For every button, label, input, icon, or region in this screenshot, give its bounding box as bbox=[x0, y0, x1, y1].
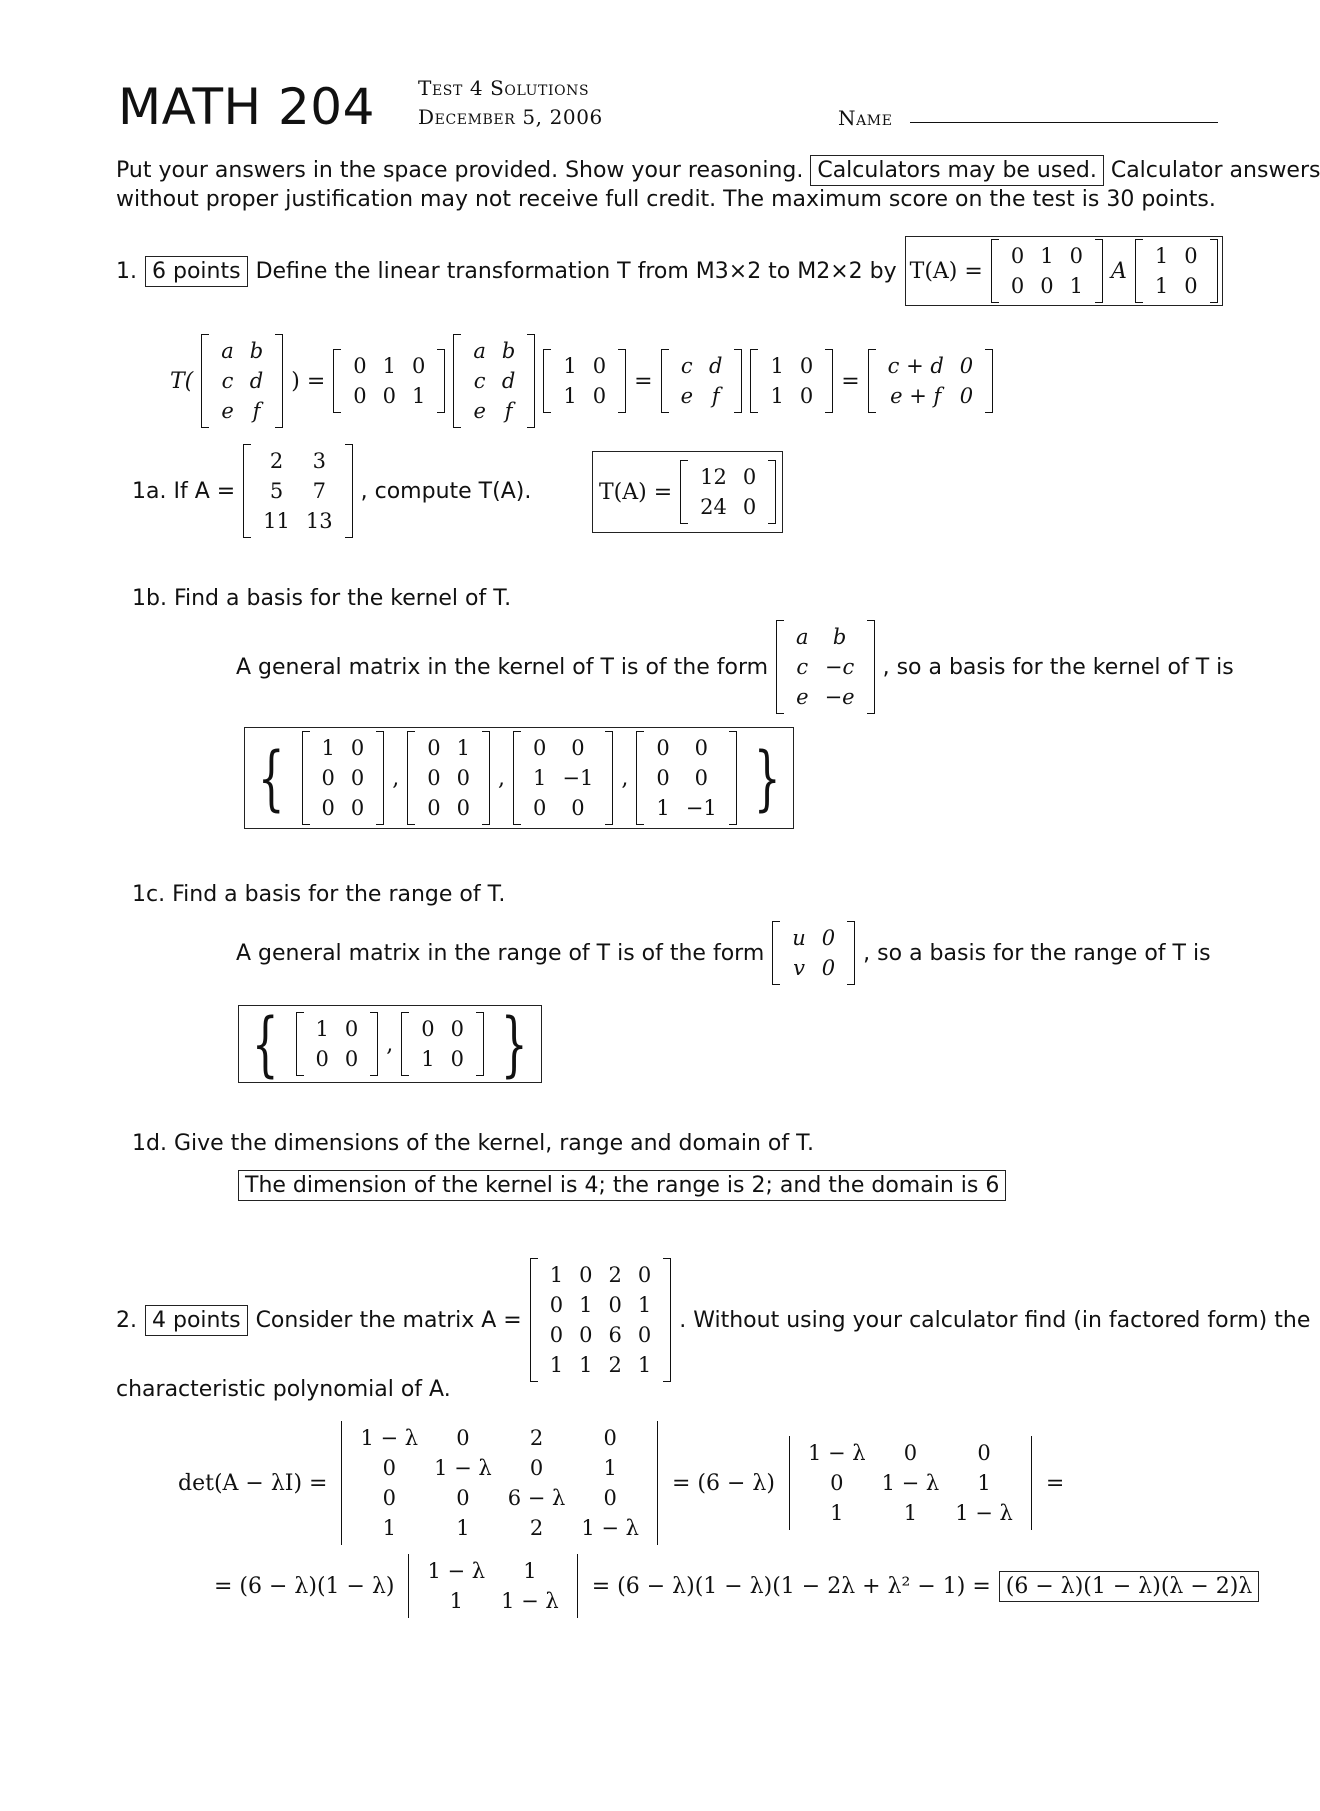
determinant bbox=[335, 1421, 664, 1545]
matrix-cell: c bbox=[221, 369, 234, 393]
matrix-entries bbox=[413, 1014, 472, 1074]
bracket-right bbox=[618, 349, 626, 413]
matrix-cell: 1 bbox=[382, 354, 397, 378]
bracket-right bbox=[729, 731, 737, 825]
matrix-entries bbox=[345, 351, 433, 411]
q1-points: 6 points bbox=[145, 256, 248, 287]
equals-sign: = bbox=[634, 368, 653, 394]
matrix-cell: 1 bbox=[1040, 244, 1054, 268]
bracket-right bbox=[605, 731, 613, 825]
matrix-cell: 1 − λ bbox=[581, 1516, 639, 1540]
matrix-cell: 11 bbox=[263, 509, 290, 533]
matrix-cell: 1 bbox=[977, 1471, 991, 1495]
matrix-cell: 1 bbox=[456, 1516, 470, 1540]
matrix-cell: 1 − λ bbox=[501, 1589, 559, 1613]
instructions-text-a: Put your answers in the space provided. Show your reasoning. bbox=[116, 158, 804, 183]
q1d-answer: The dimension of the kernel is 4; the range is 2; and the domain is 6 bbox=[238, 1170, 1006, 1201]
matrix-cell: e bbox=[221, 399, 234, 423]
det-bar-right bbox=[577, 1554, 578, 1618]
comma-separator: , bbox=[392, 765, 400, 791]
det-bar-left bbox=[408, 1554, 409, 1618]
matrix-cell: 0 bbox=[427, 736, 441, 760]
matrix-entries bbox=[213, 336, 271, 426]
matrix bbox=[661, 349, 743, 413]
matrix bbox=[772, 921, 855, 985]
matrix-cell: d bbox=[709, 354, 723, 378]
matrix-entries bbox=[419, 733, 478, 823]
bracket-right bbox=[1210, 239, 1218, 303]
matrix-entries bbox=[880, 351, 982, 411]
matrix-entries bbox=[784, 923, 843, 983]
matrix-entries bbox=[648, 733, 724, 823]
calculator-box: Calculators may be used. bbox=[810, 155, 1104, 186]
bracket-left bbox=[302, 731, 310, 825]
matrix-cell: 0 bbox=[959, 354, 974, 378]
matrix-cell: 1 − λ bbox=[881, 1471, 940, 1495]
name-line[interactable] bbox=[910, 122, 1218, 123]
bracket-right bbox=[825, 349, 833, 413]
bracket-left bbox=[513, 731, 521, 825]
matrix-cell: 0 bbox=[382, 384, 397, 408]
matrix bbox=[543, 349, 626, 413]
matrix-cell: 2 bbox=[608, 1263, 622, 1287]
comma-separator: , bbox=[498, 765, 506, 791]
matrix-cell: a bbox=[796, 625, 809, 649]
bracket-left bbox=[401, 1012, 409, 1076]
matrix-cell: 0 bbox=[1010, 244, 1025, 268]
matrix-cell: 1 bbox=[770, 384, 784, 408]
matrix bbox=[680, 460, 776, 524]
bracket-left bbox=[991, 239, 999, 303]
bracket-left bbox=[333, 349, 341, 413]
q1c-label: 1c. Find a basis for the range of T. bbox=[132, 882, 506, 907]
matrix-cell: 0 bbox=[533, 796, 547, 820]
matrix-entries bbox=[555, 351, 614, 411]
matrix-cell: u bbox=[792, 926, 806, 950]
q1c-basis-box bbox=[238, 1005, 542, 1083]
matrix-cell: f bbox=[252, 399, 261, 423]
q1-def-lhs: T(A) = bbox=[909, 258, 983, 284]
bracket-right bbox=[476, 1012, 484, 1076]
matrix-entries bbox=[1003, 241, 1091, 301]
matrix-cell: 5 bbox=[269, 479, 284, 503]
matrix-cell: e + f bbox=[890, 384, 942, 408]
matrix bbox=[1135, 239, 1218, 303]
bracket-left bbox=[661, 349, 669, 413]
matrix-cell: 0 bbox=[353, 384, 367, 408]
instructions-text-b: Calculator answers bbox=[1110, 158, 1320, 183]
determinant bbox=[402, 1554, 583, 1618]
matrix-cell: 0 bbox=[344, 1017, 359, 1041]
matrix-cell: 0 bbox=[592, 354, 607, 378]
bracket-right bbox=[437, 349, 445, 413]
matrix-cell: 1 bbox=[412, 384, 426, 408]
bracket-right bbox=[768, 460, 776, 524]
det-bar-left bbox=[789, 1436, 790, 1530]
matrix-cell: 0 bbox=[1184, 244, 1198, 268]
matrix-cell: 0 bbox=[529, 1456, 544, 1480]
matrix-cell: 1 bbox=[603, 1456, 617, 1480]
matrix bbox=[991, 239, 1103, 303]
name-label: Name bbox=[838, 106, 893, 130]
matrix-cell: 0 bbox=[821, 926, 836, 950]
q2-det-line bbox=[178, 1418, 1064, 1548]
equals-sign: = bbox=[841, 368, 860, 394]
matrix-cell: 0 bbox=[637, 1263, 652, 1287]
matrix-cell: 1 bbox=[770, 354, 784, 378]
bracket-right bbox=[847, 921, 855, 985]
matrix-cell: 0 bbox=[903, 1441, 918, 1465]
q1-expand-lhs: T( bbox=[170, 368, 194, 394]
matrix-cell: 1 bbox=[449, 1589, 463, 1613]
q1a-label: 1a. If A = bbox=[132, 478, 236, 504]
brace-left: { bbox=[251, 1003, 279, 1085]
q2-prompt: Consider the matrix A = bbox=[255, 1307, 522, 1333]
q1c-text-a: A general matrix in the range of T is of the form bbox=[236, 940, 765, 966]
matrix-cell: c + d bbox=[887, 354, 944, 378]
q1-definition bbox=[905, 236, 1223, 306]
bracket-left bbox=[201, 334, 209, 428]
matrix-cell: 1 − λ bbox=[427, 1559, 486, 1583]
matrix-cell: 0 bbox=[571, 796, 585, 820]
matrix-cell: 1 bbox=[830, 1501, 844, 1525]
bracket-left bbox=[243, 444, 251, 538]
matrix-cell: 2 bbox=[529, 1426, 544, 1450]
test-date: December 5, 2006 bbox=[418, 105, 603, 129]
matrix-cell: b bbox=[501, 339, 516, 363]
matrix-cell: d bbox=[501, 369, 516, 393]
matrix-cell: 0 bbox=[608, 1293, 622, 1317]
matrix-entries bbox=[419, 1556, 566, 1616]
matrix-cell: 0 bbox=[592, 384, 607, 408]
matrix-cell: 7 bbox=[312, 479, 326, 503]
q1b-label: 1b. Find a basis for the kernel of T. bbox=[132, 586, 512, 611]
matrix-cell: 1 bbox=[382, 1516, 396, 1540]
matrix-entries bbox=[673, 351, 731, 411]
matrix-cell: 0 bbox=[694, 736, 708, 760]
matrix-cell: 0 bbox=[603, 1426, 617, 1450]
bracket-left bbox=[868, 349, 876, 413]
bracket-right bbox=[867, 620, 875, 714]
matrix-entries bbox=[314, 733, 373, 823]
matrix-cell: 0 bbox=[549, 1323, 564, 1347]
matrix-cell: 0 bbox=[456, 796, 471, 820]
matrix bbox=[333, 349, 445, 413]
bracket-right bbox=[1095, 239, 1103, 303]
bracket-left bbox=[750, 349, 758, 413]
q1b-basis-box bbox=[244, 727, 794, 829]
matrix bbox=[750, 349, 833, 413]
matrix-cell: v bbox=[793, 956, 805, 980]
matrix-cell: 0 bbox=[533, 736, 547, 760]
matrix-cell: 0 bbox=[450, 1047, 465, 1071]
matrix-cell: 1 bbox=[1069, 274, 1083, 298]
q1b-general bbox=[236, 620, 1234, 714]
matrix bbox=[868, 349, 994, 413]
matrix-cell: 6 bbox=[608, 1323, 622, 1347]
matrix-cell: 1 bbox=[579, 1353, 593, 1377]
matrix-cell: 1 − λ bbox=[360, 1426, 419, 1450]
q2-line3-lhs: = (6 − λ)(1 − λ) bbox=[214, 1573, 395, 1599]
basis-matrix bbox=[401, 1012, 484, 1076]
matrix-cell: 1 bbox=[549, 1263, 564, 1287]
bracket-left bbox=[543, 349, 551, 413]
matrix-cell: 0 bbox=[742, 465, 757, 489]
matrix-cell: 0 bbox=[456, 1426, 470, 1450]
matrix-entries bbox=[542, 1260, 660, 1380]
q1-number: 1. bbox=[116, 258, 137, 284]
matrix-cell: 0 bbox=[579, 1263, 593, 1287]
bracket-right bbox=[376, 731, 384, 825]
q1d-label: 1d. Give the dimensions of the kernel, range and domain of T. bbox=[132, 1131, 814, 1156]
matrix-cell: 0 bbox=[321, 796, 335, 820]
bracket-left bbox=[296, 1012, 304, 1076]
matrix-cell: 0 bbox=[579, 1323, 593, 1347]
matrix-cell: 1 bbox=[637, 1293, 652, 1317]
matrix-cell: 0 bbox=[799, 384, 814, 408]
matrix-cell: e bbox=[680, 384, 693, 408]
q1b-text-a: A general matrix in the kernel of T is of the form bbox=[236, 654, 769, 680]
matrix-cell: c bbox=[473, 369, 486, 393]
matrix-entries bbox=[255, 446, 340, 536]
matrix-cell: 2 bbox=[608, 1353, 622, 1377]
matrix-cell: e bbox=[473, 399, 486, 423]
matrix-cell: 1 − λ bbox=[955, 1501, 1013, 1525]
matrix-entries bbox=[1147, 241, 1206, 301]
matrix-cell: a bbox=[221, 339, 234, 363]
q1a-answer-lhs: T(A) = bbox=[599, 479, 673, 505]
brace-right: } bbox=[500, 1003, 528, 1085]
matrix-cell: 1 bbox=[563, 384, 577, 408]
matrix-cell: 1 bbox=[1154, 244, 1169, 268]
matrix-cell: f bbox=[711, 384, 720, 408]
bracket-right bbox=[345, 444, 353, 538]
matrix-cell: 0 bbox=[1069, 244, 1083, 268]
basis-matrix bbox=[513, 731, 613, 825]
bracket-right bbox=[734, 349, 742, 413]
basis-matrix bbox=[296, 1012, 379, 1076]
basis-matrix bbox=[302, 731, 385, 825]
matrix-cell: 0 bbox=[656, 766, 670, 790]
bracket-left bbox=[772, 921, 780, 985]
matrix-cell: 0 bbox=[603, 1486, 617, 1510]
matrix-entries bbox=[525, 733, 601, 823]
q1a-answer-box bbox=[592, 451, 783, 533]
matrix-cell: 1 bbox=[523, 1559, 537, 1583]
matrix-cell: f bbox=[504, 399, 513, 423]
matrix-cell: 0 bbox=[350, 766, 365, 790]
bracket-left bbox=[776, 620, 784, 714]
bracket-left bbox=[407, 731, 415, 825]
matrix-cell: 13 bbox=[305, 509, 333, 533]
bracket-right bbox=[275, 334, 283, 428]
matrix-cell: 1 bbox=[321, 736, 335, 760]
q2-eq-factor: = (6 − λ) bbox=[671, 1470, 775, 1496]
q1-def-mid: A bbox=[1110, 258, 1127, 284]
matrix-cell: 1 bbox=[421, 1047, 435, 1071]
bracket-left bbox=[453, 334, 461, 428]
matrix-entries bbox=[465, 336, 523, 426]
matrix bbox=[201, 334, 283, 428]
matrix bbox=[243, 444, 352, 538]
matrix-cell: 0 bbox=[353, 354, 367, 378]
matrix-cell: b bbox=[832, 625, 847, 649]
matrix-cell: 0 bbox=[830, 1471, 844, 1495]
test-title: Test 4 Solutions bbox=[418, 76, 590, 100]
matrix-cell: 0 bbox=[656, 736, 670, 760]
comma-separator: , bbox=[621, 765, 629, 791]
q2-after: . Without using your calculator find (in factored form) the bbox=[679, 1307, 1311, 1333]
q1-expansion bbox=[170, 335, 993, 427]
basis-matrix bbox=[636, 731, 736, 825]
matrix-cell: 0 bbox=[1184, 274, 1198, 298]
instructions-line1 bbox=[116, 158, 1320, 183]
matrix-cell: 0 bbox=[456, 1486, 470, 1510]
bracket-left bbox=[636, 731, 644, 825]
matrix-cell: 0 bbox=[421, 1017, 435, 1041]
instructions-line2: without proper justification may not receive full credit. The maximum score on the test is 30 points. bbox=[116, 187, 1216, 212]
matrix-entries bbox=[692, 462, 764, 522]
matrix-cell: 1 − λ bbox=[434, 1456, 492, 1480]
matrix-entries bbox=[352, 1423, 647, 1543]
matrix-cell: 0 bbox=[742, 495, 757, 519]
determinant bbox=[783, 1436, 1038, 1530]
bracket-right bbox=[527, 334, 535, 428]
matrix-cell: a bbox=[473, 339, 486, 363]
matrix-cell: 0 bbox=[350, 736, 365, 760]
matrix-cell: 24 bbox=[700, 495, 727, 519]
brace-left: { bbox=[257, 737, 285, 819]
matrix-cell: 0 bbox=[637, 1323, 652, 1347]
matrix-cell: 0 bbox=[799, 354, 814, 378]
q2-final-answer: (6 − λ)(1 − λ)(λ − 2)λ bbox=[999, 1571, 1260, 1602]
matrix bbox=[776, 620, 875, 714]
q2-expanded: = (6 − λ)(1 − λ)(1 − 2λ + λ² − 1) = bbox=[591, 1573, 991, 1599]
bracket-left bbox=[530, 1258, 538, 1382]
course-title: MATH 204 bbox=[118, 78, 375, 136]
basis-matrix bbox=[407, 731, 490, 825]
matrix-cell: 0 bbox=[549, 1293, 564, 1317]
matrix-entries bbox=[762, 351, 821, 411]
matrix-entries bbox=[800, 1438, 1021, 1528]
matrix-cell: 0 bbox=[427, 766, 441, 790]
matrix bbox=[453, 334, 535, 428]
matrix-cell: 1 bbox=[549, 1353, 564, 1377]
matrix-cell: 0 bbox=[959, 384, 974, 408]
matrix-cell: 12 bbox=[700, 465, 727, 489]
matrix-cell: 1 bbox=[563, 354, 577, 378]
bracket-right bbox=[663, 1258, 671, 1382]
matrix-cell: 0 bbox=[427, 796, 441, 820]
matrix-cell: −c bbox=[824, 655, 855, 679]
q1a-after: , compute T(A). bbox=[360, 478, 532, 504]
bracket-right bbox=[370, 1012, 378, 1076]
matrix-cell: b bbox=[249, 339, 264, 363]
matrix-cell: 0 bbox=[1010, 274, 1025, 298]
q2-final-line bbox=[214, 1550, 1259, 1622]
matrix-cell: 0 bbox=[977, 1441, 991, 1465]
matrix-cell: d bbox=[249, 369, 264, 393]
matrix-entries bbox=[788, 622, 863, 712]
matrix-cell: 0 bbox=[321, 766, 335, 790]
bracket-left bbox=[1135, 239, 1143, 303]
q1c-text-b: , so a basis for the range of T is bbox=[863, 940, 1211, 966]
matrix-cell: −1 bbox=[685, 796, 717, 820]
matrix-cell: −e bbox=[824, 685, 855, 709]
matrix-cell: 1 − λ bbox=[807, 1441, 866, 1465]
det-bar-left bbox=[341, 1421, 342, 1545]
q1-expand-close: ) = bbox=[291, 368, 326, 394]
bracket-left bbox=[680, 460, 688, 524]
matrix-cell: e bbox=[796, 685, 809, 709]
q2-number: 2. bbox=[116, 1307, 137, 1333]
equals-sign: = bbox=[1045, 1470, 1065, 1496]
matrix-cell: 0 bbox=[571, 736, 585, 760]
matrix-cell: 3 bbox=[312, 449, 326, 473]
q1a bbox=[132, 443, 531, 539]
matrix-cell: 0 bbox=[694, 766, 708, 790]
matrix-cell: 0 bbox=[315, 1047, 329, 1071]
q2-line2: characteristic polynomial of A. bbox=[116, 1377, 451, 1402]
q2-heading bbox=[116, 1255, 1310, 1385]
matrix-cell: 0 bbox=[821, 956, 836, 980]
q2-det-lhs: det(A − λI) = bbox=[178, 1470, 328, 1496]
q2-points: 4 points bbox=[145, 1305, 248, 1336]
bracket-right bbox=[985, 349, 993, 413]
matrix-entries bbox=[308, 1014, 367, 1074]
matrix-cell: 1 bbox=[637, 1353, 652, 1377]
matrix-cell: 0 bbox=[382, 1486, 396, 1510]
matrix-cell: 0 bbox=[450, 1017, 465, 1041]
brace-right: } bbox=[753, 737, 781, 819]
matrix-cell: 1 bbox=[1154, 274, 1169, 298]
q1c-general bbox=[236, 918, 1211, 988]
matrix-cell: −1 bbox=[562, 766, 594, 790]
matrix-cell: 0 bbox=[412, 354, 426, 378]
matrix-cell: c bbox=[796, 655, 809, 679]
q1-prompt: Define the linear transformation T from M3×2 to M2×2 by bbox=[255, 258, 897, 284]
matrix-cell: 2 bbox=[269, 449, 284, 473]
q1-heading bbox=[116, 236, 1223, 306]
matrix-cell: 1 bbox=[315, 1017, 329, 1041]
matrix-cell: 0 bbox=[382, 1456, 396, 1480]
matrix-cell: 6 − λ bbox=[507, 1486, 566, 1510]
matrix-cell: 1 bbox=[456, 736, 471, 760]
det-bar-right bbox=[1031, 1436, 1032, 1530]
matrix-cell: 1 bbox=[533, 766, 547, 790]
matrix bbox=[530, 1258, 672, 1382]
comma-separator: , bbox=[386, 1031, 394, 1057]
matrix-cell: 0 bbox=[456, 766, 471, 790]
matrix-cell: 2 bbox=[529, 1516, 544, 1540]
matrix-cell: 0 bbox=[350, 796, 365, 820]
matrix-cell: 0 bbox=[1040, 274, 1054, 298]
matrix-cell: 1 bbox=[903, 1501, 918, 1525]
matrix-cell: c bbox=[680, 354, 693, 378]
matrix-cell: 1 bbox=[579, 1293, 593, 1317]
matrix-cell: 1 bbox=[656, 796, 670, 820]
bracket-right bbox=[482, 731, 490, 825]
matrix-cell: 0 bbox=[344, 1047, 359, 1071]
q1b-text-b: , so a basis for the kernel of T is bbox=[882, 654, 1234, 680]
det-bar-right bbox=[657, 1421, 658, 1545]
